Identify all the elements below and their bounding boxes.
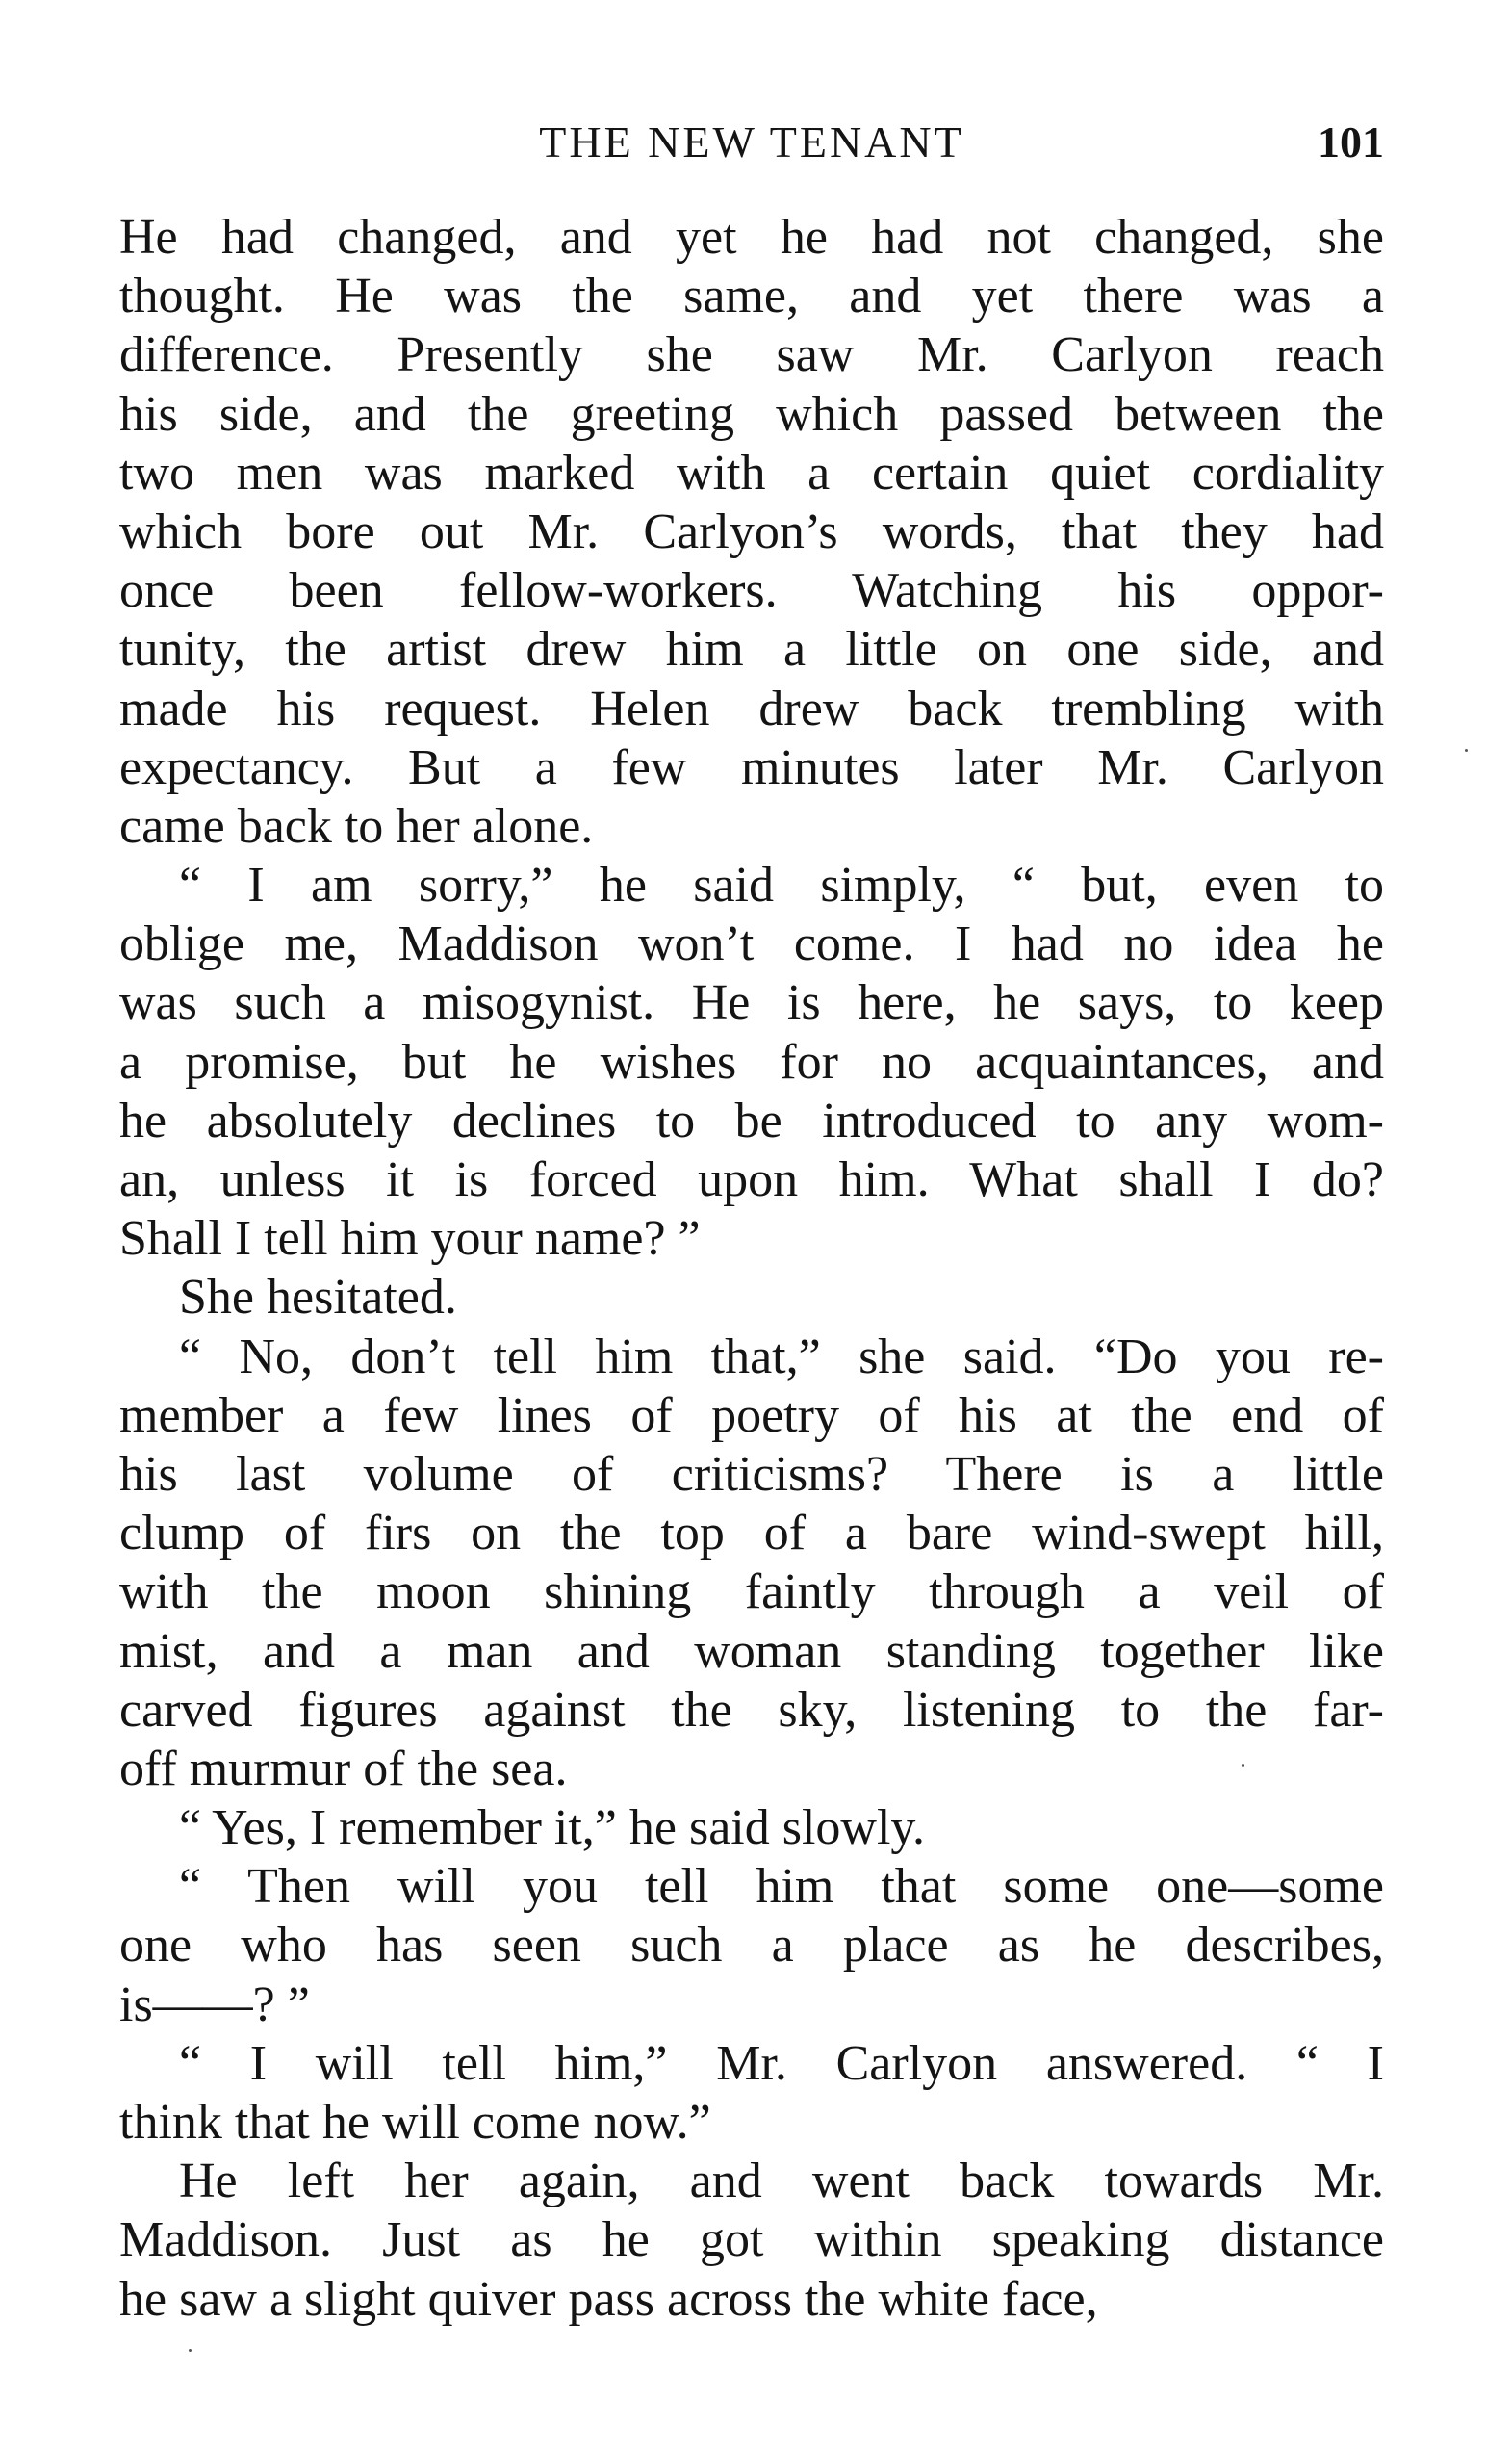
text-line: he absolutely declines to be introduced to any wom- [119,1093,1384,1149]
paper-speck [1465,749,1468,752]
text-line: made his request. Helen drew back trembling with [119,681,1384,736]
text-line: thought. He was the same, and yet there was a [119,269,1384,324]
text-line: mist, and a man and woman standing together like [119,1623,1384,1679]
running-title: THE NEW TENANT [539,117,964,167]
text-line: his last volume of criticisms? There is a little [119,1446,1384,1502]
text-line: with the moon shining faintly through a veil of [119,1564,1384,1620]
text-line: She hesitated. [179,1270,457,1326]
text-line: off murmur of the sea. [119,1741,568,1796]
text-line: expectancy. But a few minutes later Mr. Carlyon [119,739,1384,795]
text-line: his side, and the greeting which passed between the [119,386,1384,442]
text-line: once been fellow-workers. Watching his oppor- [119,563,1384,619]
page-number: 101 [1318,117,1384,167]
paper-speck [189,2349,192,2352]
text-line: Shall I tell him your name? ” [119,1211,701,1267]
text-line: He had changed, and yet he had not changed, she [119,210,1384,265]
text-line: was such a misogynist. He is here, he says, to keep [119,975,1384,1031]
text-line: a promise, but he wishes for no acquaintances, and [119,1034,1384,1090]
text-line: “ I will tell him,” Mr. Carlyon answered. “ I [179,2035,1384,2091]
paragraph [119,1268,1384,1327]
text-line: is——? ” [119,1976,310,2032]
text-line: oblige me, Maddison won’t come. I had no idea he [119,916,1384,972]
text-line: which bore out Mr. Carlyon’s words, that they had [119,503,1384,559]
running-head [119,114,1384,171]
paragraph [119,856,1384,1268]
text-line: one who has seen such a place as he describes, [119,1918,1384,1974]
paragraph [119,1857,1384,2034]
text-line: He left her again, and went back towards Mr. [179,2154,1384,2209]
paper-speck [1242,1764,1244,1767]
text-line: two men was marked with a certain quiet cordiality [119,445,1384,501]
text-line: Maddison. Just as he got within speaking distance [119,2212,1384,2268]
paragraph [119,1328,1384,1799]
paragraph [119,208,1384,856]
text-line: member a few lines of poetry of his at the end of [119,1387,1384,1443]
text-line: carved figures against the sky, listening to the far- [119,1682,1384,1738]
text-line: clump of firs on the top of a bare wind-swept hill, [119,1506,1384,1562]
text-line: “ Then will you tell him that some one—some [179,1859,1384,1915]
text-line: he saw a slight quiver pass across the white face, [119,2271,1098,2327]
text-line: tunity, the artist drew him a little on one side, and [119,622,1384,678]
text-line: “ Yes, I remember it,” he said slowly. [179,1800,926,1856]
paragraph [119,2152,1384,2329]
text-line: “ No, don’t tell him that,” she said. “Do you re- [179,1329,1384,1384]
paragraph [119,1798,1384,1857]
text-line: think that he will come now.” [119,2095,711,2150]
paragraph [119,2034,1384,2152]
body-text [119,208,1384,2329]
text-line: “ I am sorry,” he said simply, “ but, even to [179,858,1384,914]
text-line: an, unless it is forced upon him. What shall I do? [119,1152,1384,1207]
text-line: came back to her alone. [119,798,594,854]
text-line: difference. Presently she saw Mr. Carlyon reach [119,327,1384,383]
